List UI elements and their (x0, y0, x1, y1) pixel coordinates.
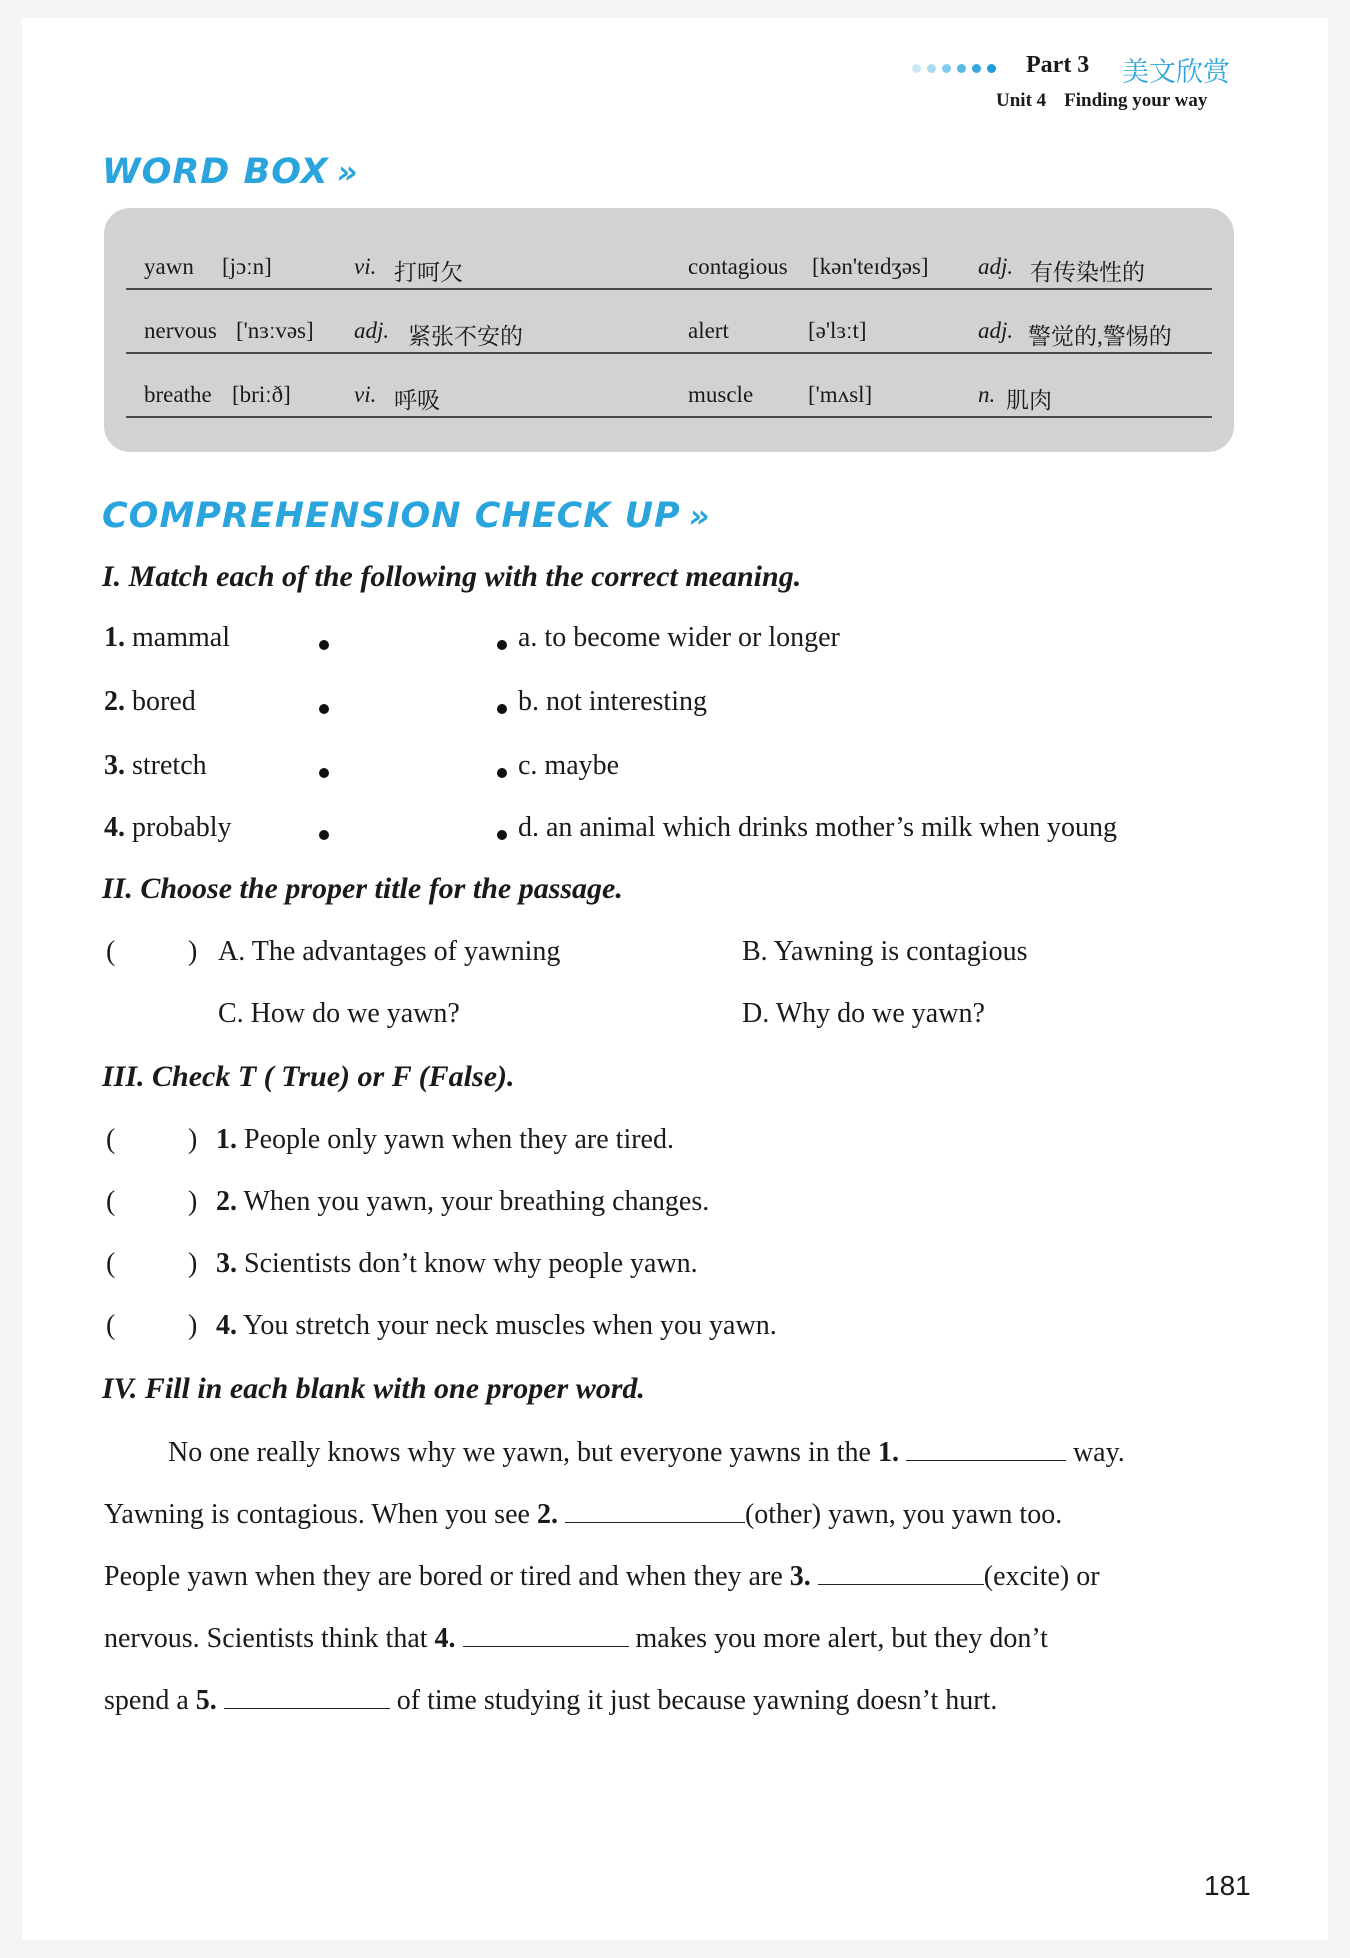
match-item (104, 750, 207, 782)
dot-icon (912, 64, 921, 73)
tf-text: Scientists don’t know why people yawn. (244, 1248, 698, 1279)
dot-icon (972, 64, 981, 73)
vocab-word: breathe (144, 382, 212, 407)
vocab-meaning: 打呵欠 (394, 260, 463, 285)
blank-number: 5. (195, 1685, 217, 1716)
header-part-chinese: 美文欣赏 (1122, 57, 1230, 88)
unit-label: Unit 4 (996, 90, 1047, 111)
match-item (104, 812, 232, 844)
dot-icon (942, 64, 951, 73)
match-number: 4. (104, 812, 125, 843)
answer-paren-close: ) (188, 1124, 198, 1155)
fill-blank-2[interactable] (565, 1498, 745, 1523)
match-word: mammal (132, 622, 230, 653)
fill-paragraph-line (104, 1684, 1234, 1717)
tf-number: 4. (216, 1310, 237, 1341)
tf-item (216, 1186, 709, 1218)
match-meaning: b. not interesting (518, 686, 707, 717)
tf-text: People only yawn when they are tired. (244, 1124, 674, 1155)
word-box-row (126, 290, 1212, 354)
vocab-word: muscle (688, 382, 754, 407)
match-dot-right[interactable] (497, 704, 507, 714)
tf-answer-blank[interactable] (124, 1122, 180, 1158)
fill-paragraph-line (104, 1560, 1234, 1593)
fill-text: Yawning is contagious. When you see (104, 1499, 537, 1530)
tf-number: 2. (216, 1186, 237, 1217)
option-c: C. How do we yawn? (218, 998, 460, 1029)
match-dot-left[interactable] (319, 830, 329, 840)
match-number: 3. (104, 750, 125, 781)
dot-icon (957, 64, 966, 73)
part1-heading: I. Match each of the following with the correct meaning. (102, 560, 802, 593)
vocab-word: yawn (144, 254, 194, 279)
match-number: 1. (104, 622, 125, 653)
match-meaning: a. to become wider or longer (518, 622, 840, 653)
word-box-title-text: WORD BOX (102, 152, 329, 192)
match-word: stretch (132, 750, 207, 781)
answer-paren-close: ) (188, 1310, 198, 1341)
answer-paren-open: ( (106, 936, 116, 967)
match-item (104, 622, 230, 654)
match-word: bored (132, 686, 196, 717)
tf-text: You stretch your neck muscles when you yawn. (242, 1310, 777, 1341)
double-chevron-icon: » (688, 497, 711, 535)
tf-item (216, 1124, 674, 1156)
page-number: 181 (1204, 1870, 1251, 1901)
double-chevron-icon: » (336, 153, 359, 191)
match-dot-left[interactable] (319, 640, 329, 650)
answer-paren-open: ( (106, 1186, 116, 1217)
part2-heading: II. Choose the proper title for the passage. (102, 872, 623, 905)
dot-icon (987, 64, 996, 73)
vocab-word: alert (688, 318, 729, 343)
fill-blank-1[interactable] (906, 1436, 1066, 1461)
answer-blank[interactable] (124, 934, 180, 970)
vocab-meaning: 呼吸 (394, 388, 440, 413)
vocab-meaning: 警觉的,警惕的 (1028, 324, 1172, 349)
answer-paren-open: ( (106, 1310, 116, 1341)
match-dot-right[interactable] (497, 768, 507, 778)
fill-paragraph-line (104, 1436, 1234, 1469)
unit-title: Finding your way (1064, 90, 1208, 111)
fill-text: of time studying it just because yawning doesn’t hurt. (389, 1685, 998, 1716)
tf-answer-blank[interactable] (124, 1308, 180, 1344)
header-unit (996, 90, 1207, 112)
word-box (104, 208, 1234, 452)
match-meaning: c. maybe (518, 750, 620, 781)
fill-text: spend a (104, 1685, 196, 1716)
vocab-pos: vi. (354, 254, 377, 279)
fill-text: (excite) or (983, 1561, 1100, 1592)
fill-text: (other) yawn, you yawn too. (744, 1499, 1063, 1530)
tf-answer-blank[interactable] (124, 1246, 180, 1282)
fill-blank-3[interactable] (818, 1560, 984, 1585)
option-d: D. Why do we yawn? (742, 998, 985, 1029)
blank-number: 3. (789, 1561, 811, 1592)
tf-text: When you yawn, your breathing changes. (243, 1186, 710, 1217)
word-box-row (126, 354, 1212, 418)
match-meaning: d. an animal which drinks mother’s milk when young (518, 812, 1118, 843)
tf-item (216, 1310, 777, 1342)
blank-number: 4. (434, 1623, 456, 1654)
tf-number: 1. (216, 1124, 237, 1155)
fill-text: nervous. Scientists think that (104, 1623, 435, 1654)
vocab-phonetic: ['nɜːvəs] (236, 318, 314, 343)
vocab-phonetic: [jɔːn] (222, 254, 272, 279)
word-box-row (126, 226, 1212, 290)
tf-item (216, 1248, 698, 1280)
fill-paragraph-line (104, 1498, 1234, 1531)
match-item (104, 686, 196, 718)
comprehension-title (102, 496, 710, 536)
vocab-phonetic: [briːð] (232, 382, 291, 407)
match-dot-right[interactable] (497, 640, 507, 650)
fill-text: makes you more alert, but they don’t (628, 1623, 1048, 1654)
dot-icon (927, 64, 936, 73)
blank-number: 1. (877, 1437, 899, 1468)
fill-blank-5[interactable] (224, 1684, 390, 1709)
vocab-word: contagious (688, 254, 788, 279)
vocab-word: nervous (144, 318, 217, 343)
answer-paren-open: ( (106, 1124, 116, 1155)
fill-paragraph-line (104, 1622, 1234, 1655)
vocab-pos: adj. (978, 254, 1014, 279)
vocab-phonetic: [ə'lɜːt] (808, 318, 867, 343)
vocab-phonetic: ['mʌsl] (808, 382, 873, 407)
vocab-phonetic: [kən'teɪdʒəs] (812, 254, 929, 279)
word-box-title (102, 152, 359, 192)
header-dots (912, 64, 996, 73)
vocab-pos: n. (978, 382, 996, 407)
vocab-meaning: 紧张不安的 (408, 324, 523, 349)
tf-number: 3. (216, 1248, 237, 1279)
comprehension-title-text: COMPREHENSION CHECK UP (102, 496, 681, 536)
answer-paren-close: ) (188, 936, 198, 967)
blank-number: 2. (536, 1499, 558, 1530)
match-number: 2. (104, 686, 125, 717)
header-part: Part 3 (1026, 52, 1090, 78)
match-dot-right[interactable] (497, 830, 507, 840)
fill-blank-4[interactable] (463, 1622, 629, 1647)
option-a: A. The advantages of yawning (218, 936, 561, 967)
vocab-pos: adj. (978, 318, 1014, 343)
fill-text: way. (1065, 1437, 1125, 1468)
vocab-meaning: 有传染性的 (1030, 260, 1145, 285)
tf-answer-blank[interactable] (124, 1184, 180, 1220)
vocab-pos: vi. (354, 382, 377, 407)
match-word: probably (132, 812, 232, 843)
vocab-meaning: 肌肉 (1006, 388, 1052, 413)
fill-text: No one really knows why we yawn, but everyone yawns in the (168, 1437, 878, 1468)
part4-heading: IV. Fill in each blank with one proper word. (102, 1372, 645, 1405)
option-b: B. Yawning is contagious (742, 936, 1028, 967)
fill-text: People yawn when they are bored or tired and when they are (104, 1561, 790, 1592)
answer-paren-close: ) (188, 1186, 198, 1217)
match-dot-left[interactable] (319, 768, 329, 778)
match-dot-left[interactable] (319, 704, 329, 714)
vocab-pos: adj. (354, 318, 390, 343)
part3-heading: III. Check T ( True) or F (False). (102, 1060, 515, 1093)
answer-paren-open: ( (106, 1248, 116, 1279)
answer-paren-close: ) (188, 1248, 198, 1279)
